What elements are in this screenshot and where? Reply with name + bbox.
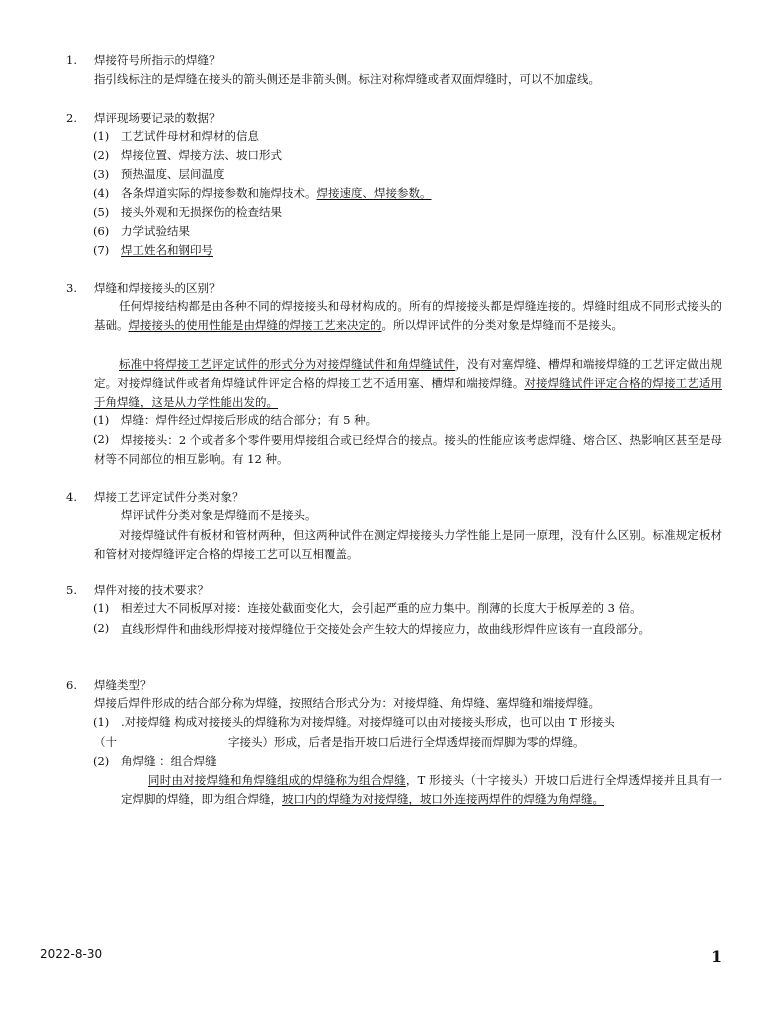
list-item: 接头外观和无损探伤的检查结果 (121, 205, 282, 219)
section-1-title: 焊接符号所指示的焊缝？ (94, 53, 221, 67)
page-number: 1 (711, 947, 723, 966)
section-5-title: 焊件对接的技术要求？ (94, 583, 209, 597)
list-item: 预热温度、层间温度 (121, 167, 225, 181)
list-item: 各条焊道实际的焊接参数和施焊技术。焊接速度、焊接参数。 (121, 186, 432, 200)
list-item: 焊接接头：2 个或者多个零件要用焊接组合或已经焊合的接点。接头的性能应该考虑焊缝、熔合区、热影响区甚至是母材等不同部位的相互影响。有 12 种。 (94, 433, 722, 466)
list-item-number: (2) (93, 754, 110, 768)
list-item-continuation: 字接头）形成，后者是指开坡口后进行全焊透焊接而焊脚为零的焊缝。 (228, 735, 585, 749)
list-item: 角焊缝 ：组合焊缝 (121, 754, 217, 768)
list-item: 力学试验结果 (121, 224, 190, 238)
section-4-title: 焊接工艺评定试件分类对象？ (94, 490, 244, 504)
list-item-number: (1) (93, 413, 110, 427)
section-3-paragraph-2: 标准中将焊接工艺评定试件的形式分为对接焊缝试件和角焊缝试件，没有对塞焊缝、槽焊和端接焊缝的工艺评定做出规定。对接焊缝试件或者角焊缝试件评定合格的焊接工艺不适用塞、槽焊和端接焊缝。对接焊缝试件评定合格的焊接工艺适用于角焊缝，这是从力学性能出发的。 (94, 357, 723, 409)
footer-date: 2022-8-30 (40, 947, 103, 961)
list-item-number: (6) (93, 224, 110, 238)
list-item-number: (1) (93, 601, 110, 615)
section-4-line: 焊评试件分类对象是焊缝而不是接头。 (121, 508, 317, 522)
list-item-number: (2) (93, 148, 110, 162)
list-item: .对接焊缝 构成对接接头的焊缝称为对接焊缝。对接焊缝可以由对接接头形成，也可以由 T 形接头 (121, 715, 615, 729)
section-6-line: 焊接后焊件形成的结合部分称为焊缝，按照结合形式分为：对接焊缝、角焊缝、塞焊缝和端接焊缝。 (94, 696, 600, 710)
section-4-paragraph: 对接焊缝试件有板材和管材两种，但这两种试件在测定焊接接头力学性能上是同一原理，没有什么区别。标准规定板材和管材对接焊缝评定合格的焊接工艺可以互相覆盖。 (94, 528, 722, 561)
section-2-number: 2. (66, 111, 77, 125)
section-3-title: 焊缝和焊接接头的区别？ (94, 281, 221, 295)
section-3-number: 3. (66, 281, 77, 295)
section-3-paragraph-1: 任何焊接结构都是由各种不同的焊接接头和母材构成的。所有的焊接接头都是焊缝连接的。焊缝时组成不同形式接头的基础。焊接接头的使用性能是由焊缝的焊接工艺来决定的。所以焊评试件的分类对象是焊缝而不是接头。 (94, 299, 722, 332)
list-item: 相差过大不同板厚对接：连接处截面变化大，会引起严重的应力集中。削薄的长度大于板厚差的 3 倍。 (121, 601, 642, 615)
section-6-paragraph: 同时由对接焊缝和角焊缝组成的焊缝称为组合焊缝，T 形接头（十字接头）开坡口后进行全焊透焊接并且具有一定焊脚的焊缝，即为组合焊缝，坡口内的焊缝为对接焊缝，坡口外连接两焊件的焊缝为角焊缝。 (121, 773, 722, 806)
list-item-number: (2) (93, 621, 110, 635)
section-6-number: 6. (66, 678, 77, 692)
section-6-title: 焊缝类型？ (94, 678, 152, 692)
list-item-number: (4) (93, 186, 110, 200)
section-1-text: 指引线标注的是焊缝在接头的箭头侧还是非箭头侧。标注对称焊缝或者双面焊缝时，可以不加虚线。 (94, 72, 600, 86)
list-item-number: (1) (93, 129, 110, 143)
list-item-continuation: （十 (94, 735, 117, 749)
list-item: 工艺试件母材和焊材的信息 (121, 129, 259, 143)
list-item-number: (7) (93, 243, 110, 257)
list-item: 直线形焊件和曲线形焊接对接焊缝位于交接处会产生较大的焊接应力，故曲线形焊件应该有一直段部分。 (121, 622, 650, 636)
list-item-number: (5) (93, 205, 110, 219)
list-item-number: (1) (93, 715, 110, 729)
section-5-number: 5. (66, 583, 77, 597)
list-item-number: (2) (93, 432, 110, 446)
section-1-number: 1. (66, 53, 77, 67)
list-item: 焊工姓名和钢印号 (121, 243, 213, 257)
list-item-number: (3) (93, 167, 110, 181)
section-4-number: 4. (66, 490, 77, 504)
section-2-title: 焊评现场要记录的数据？ (94, 111, 221, 125)
list-item: 焊缝：焊件经过焊接后形成的结合部分；有 5 种。 (121, 413, 378, 427)
list-item: 焊接位置、焊接方法、坡口形式 (121, 148, 282, 162)
